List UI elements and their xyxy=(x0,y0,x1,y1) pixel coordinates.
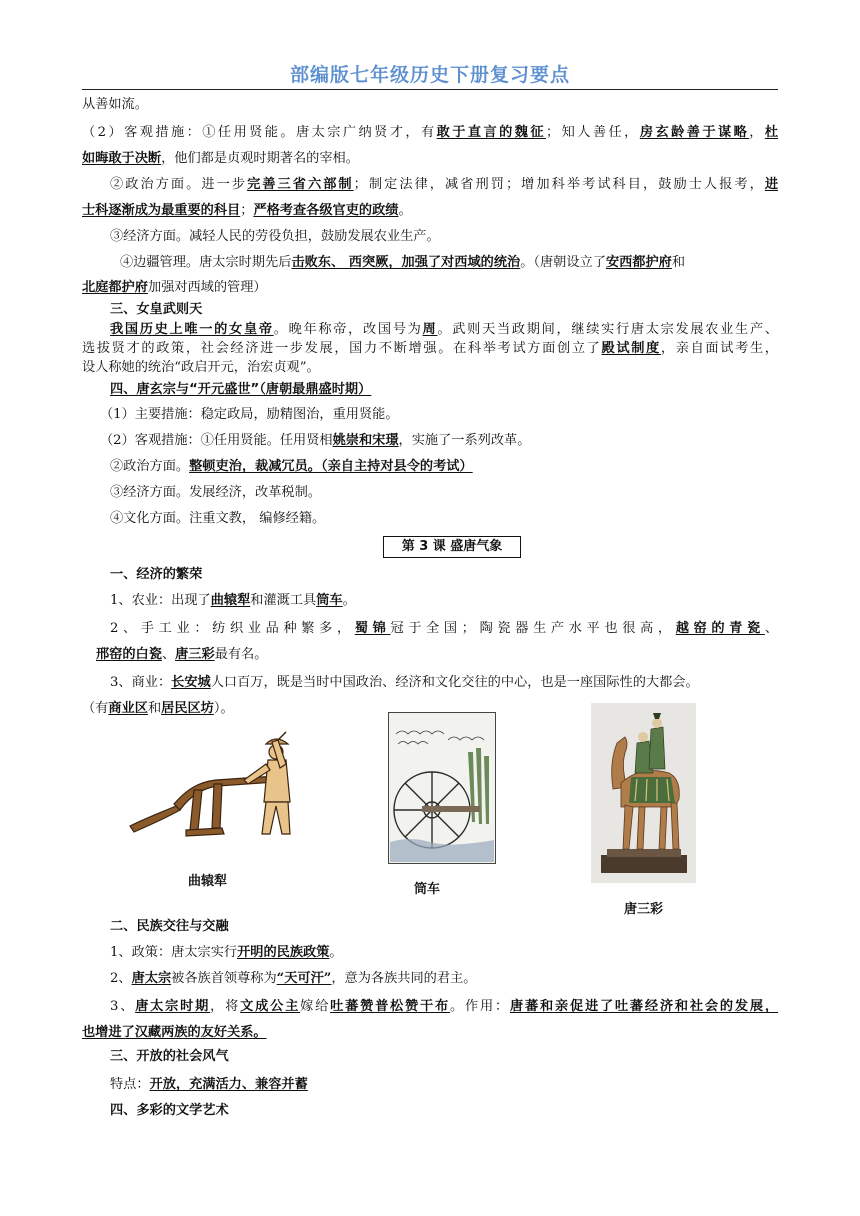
text-line: 从善如流。 xyxy=(82,97,148,112)
waterwheel-illustration xyxy=(388,712,496,864)
section-heading: 三、开放的社会风气 xyxy=(110,1049,229,1064)
text-line: ③经济方面。减轻人民的劳役负担，鼓励发展农业生产。 xyxy=(110,229,440,244)
text-line: 士科逐渐成为最重要的科目；严格考查各级官吏的政绩。 xyxy=(82,203,412,218)
section-heading: 二、民族交往与交融 xyxy=(110,919,229,934)
text-line: 我国历史上唯一的女皇帝。晚年称帝，改国号为周。武则天当政期间，继续实行唐太宗发展农业生产、 xyxy=(110,322,779,337)
caption-plow: 曲辕犁 xyxy=(188,874,228,889)
sancai-illustration xyxy=(591,703,696,883)
text-line: （有商业区和居民区坊）。 xyxy=(82,701,234,716)
text-line: （1）主要措施：稳定政局，励精图治，重用贤能。 xyxy=(100,407,399,422)
text-line: 邢窑的白瓷、唐三彩最有名。 xyxy=(96,647,268,662)
section-heading: 三、女皇武则天 xyxy=(110,302,203,317)
text-line: ④文化方面。注重文教， 编修经籍。 xyxy=(110,511,326,526)
text-line: 3、唐太宗时期，将文成公主嫁给吐蕃赞普松赞干布。作用：唐蕃和亲促进了吐蕃经济和社会的发展， xyxy=(110,999,779,1014)
text-line: ③经济方面。发展经济，改革税制。 xyxy=(110,485,321,500)
caption-sancai: 唐三彩 xyxy=(624,902,664,917)
plow-illustration xyxy=(126,730,316,848)
text-line: ④边疆管理。唐太宗时期先后击败东、 西突厥，加强了对西域的统治。（唐朝设立了安西都护府和 xyxy=(120,255,686,270)
text-line: 如晦敢于决断，他们都是贞观时期著名的宰相。 xyxy=(82,151,359,166)
text-line: （2）客观措施：①任用贤能。任用贤相姚崇和宋璟，实施了一系列改革。 xyxy=(100,433,531,448)
text-line: ②政治方面。进一步完善三省六部制；制定法律，减省刑罚；增加科举考试科目，鼓励士人报考，进 xyxy=(110,177,779,192)
header-divider xyxy=(82,89,778,90)
text-line: 北庭都护府加强对西域的管理） xyxy=(82,280,267,295)
text-line: 1、农业：出现了曲辕犁和灌溉工具筒车。 xyxy=(110,593,356,608)
text-line: 3、商业：长安城人口百万，既是当时中国政治、经济和文化交往的中心，也是一座国际性的大都会。 xyxy=(110,675,699,690)
page-header-title: 部编版七年级历史下册复习要点 xyxy=(289,64,570,86)
section-heading: 一、经济的繁荣 xyxy=(110,567,203,582)
text-line: （2）客观措施：①任用贤能。唐太宗广纳贤才，有敢于直言的魏征；知人善任，房玄龄善于谋略，杜 xyxy=(82,125,779,140)
lesson-title: 第 3 课 盛唐气象 xyxy=(383,536,521,558)
text-line: ②政治方面。整顿吏治，裁减冗员。（亲自主持对县令的考试） xyxy=(110,459,473,474)
text-line: 1、政策：唐太宗实行开明的民族政策。 xyxy=(110,945,343,960)
section-heading: 四、唐玄宗与“开元盛世”（唐朝最鼎盛时期） xyxy=(110,382,372,397)
section-heading: 四、多彩的文学艺术 xyxy=(110,1103,229,1118)
text-line: 2、唐太宗被各族首领尊称为“天可汗”，意为各族共同的君主。 xyxy=(110,971,477,986)
caption-waterwheel: 筒车 xyxy=(414,882,441,897)
text-line: 也增进了汉藏两族的友好关系。 xyxy=(82,1025,267,1040)
text-line: 设人称她的统治“政启开元，治宏贞观”。 xyxy=(82,360,320,375)
text-line: 特点：开放，充满活力、兼容并蓄 xyxy=(110,1077,308,1092)
text-line: 选拔贤才的政策，社会经济进一步发展，国力不断增强。在科举考试方面创立了殿试制度，亲自面试考生， xyxy=(82,341,778,356)
text-line: 2、手工业：纺织业品种繁多，蜀锦冠于全国；陶瓷器生产水平也很高，越窑的青瓷、 xyxy=(110,621,779,636)
